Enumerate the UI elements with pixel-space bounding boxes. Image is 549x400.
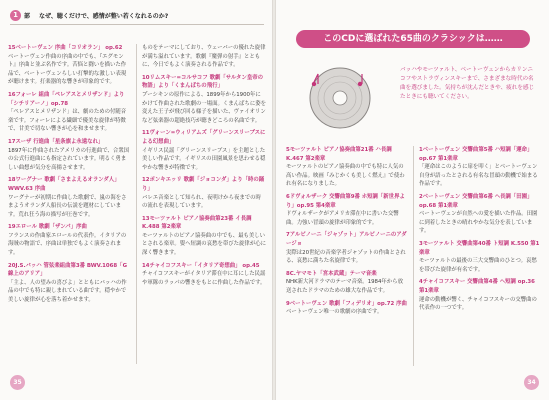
header-title: なぜ、聴くだけで、感情が整い若くなれるのか? [39,13,169,20]
track-entry [286,270,408,296]
intro-text: バッハやモーツァルト、ベートーヴェンからカリンニコフやストラヴィンスキーまで、さまざまな時代の名曲を選びました。気持ちが沈んだときや、疲れを感じたときにも聴いてください。 [400,67,535,100]
track-entry [286,300,408,317]
track-description: 「運命はこのように扉を叩く」とベートーヴェン自身が語ったとされる有名な冒頭の動機で始まる作品です。 [419,164,538,188]
track-description: NHK新大河ドラマのテーマ音楽。1984年から放送されたドラマのための雄大な作品です。 [286,279,403,294]
track-entry [142,215,266,258]
track-description: ワーグナーが初期に作曲した歌劇で、嵐の海をさまようオランダ人船長の伝説を題材にしています。荒れ狂う海の描写が圧巻です。 [8,194,127,218]
track-entry [8,262,130,305]
track-description: ドヴォルザークがアメリカ滞在中に書いた交響曲。力強い冒頭の旋律が印象的です。 [286,211,399,226]
track-description: 1897年に作曲されたアメリカの行進曲で、合衆国の公式行進曲にも指定されています。明るく勇ましい曲想が気分を高揚させます。 [8,147,130,171]
column-divider [136,44,137,364]
track-title: 14チャイコフスキー「イタリア奇想曲」 op.45 [142,262,260,269]
track-title: 4チャイコフスキー 交響曲第4番 ヘ短調 op.36 第1楽章 [419,279,535,294]
track-title: 9ベートーヴェン 歌劇「フィデリオ」op.72 序曲 [286,300,407,307]
track-title: 16フォーレ 組曲「ペレアスとメリザンド」より「シチリアーノ」op.78 [8,91,125,107]
track-title: 2ベートーヴェン 交響曲第6番 ヘ長調「田園」op.68 第1楽章 [419,193,533,209]
track-entry [142,129,266,172]
track-title: 7アルビノーニ「ジャゾット」アルビノーニのアダージョ [286,232,407,247]
header-rule [10,24,264,25]
page-header [10,10,168,21]
right-column-1 [286,146,408,321]
track-description: ベートーヴェン作曲の序曲の中でも、『エグモント』序曲と並ぶ名作です。苦悩と闘いを描いた作品で、ベートーヴェンらしい打撃的な激しい表現が聴けます。打楽器的な響きが印象的です。 [8,53,127,86]
part-number-badge: 1 [10,10,21,21]
banner-title: このCDに選ばれた65曲のクラシックは…… [296,30,530,48]
right-page [276,0,549,400]
track-description: チャイコフスキーがイタリア滞在中に耳にした民謡や軍隊のラッパの響きをもとに作曲した作品です。 [142,271,266,286]
track-entry [286,231,408,265]
track-entry [8,44,130,87]
track-entry [419,193,541,236]
page-number: 34 [524,375,539,390]
track-description: モーツァルトのピアノ協奏曲の中でも、最も美しいとされる楽章。嬰ヘ短調の哀愁を帯びた旋律が心に深く響きます。 [142,232,266,257]
track-description: 「主よ、人の望みの喜びよ」とともにバッハの作品の中でも特に親しまれている曲です。穏やかで美しい旋律が心を落ち着かせます。 [8,279,127,304]
track-entry [142,74,266,126]
cd-illustration-icon [304,62,376,134]
track-title: 6ドヴォルザーク 交響曲第9番 ホ短調「新世界より」op.95 第4楽章 [286,193,405,209]
track-entry [8,138,130,172]
track-entry [142,176,266,210]
page-number: 35 [10,375,25,390]
track-title: 17スーザ 行進曲「星条旗よ永遠なれ」 [8,138,104,145]
left-column-2 [142,44,266,291]
track-description: イギリス民謡「グリーンスリーブス」を主題とした美しい作品です。イギリスの田園風景を思わせる穏やかな響きが特徴です。 [142,147,266,171]
track-entry [8,176,130,219]
track-title: 3モーツァルト 交響曲第40番 ト短調 K.550 第1楽章 [419,240,540,256]
track-entry [419,146,541,189]
track-entry [419,278,541,312]
track-title: 12ポンキエッリ 歌劇「ジョコンダ」より「時の踊り」 [142,177,265,192]
track-title: 13モーツァルト ピアノ協奏曲第23番 イ長調 K.488 第2楽章 [142,215,252,231]
track-entry [8,91,130,134]
track-entry [286,193,408,227]
track-description: ものをテーマにしており、ウェーバーの優れた旋律が満ち溢れています。歌劇『魔弾の射手』とともに、今日でもよく演奏される作品です。 [142,45,266,69]
track-entry [142,44,266,70]
right-column-2 [419,146,541,317]
track-title: 10リムスキー=コルサコフ 歌劇「サルタン皇帝の物語」より「くまんばちの飛行」 [142,74,264,90]
track-entry [286,146,408,189]
track-description: フランスの作曲家エロールの代表作。イタリアの海賊の物語で、序曲は単独でもよく演奏されます。 [8,232,127,257]
left-page [0,0,272,400]
column-divider [413,146,414,366]
track-entry [8,223,130,257]
track-description: バレエ音楽として知られ、夜明けから夜までの時の流れを表現しています。 [142,194,261,210]
track-description: ベートーヴェンが自然への愛を描いた作品。田園に到着したときの晴れやかな気分を表しています。 [419,211,538,235]
track-description: ベートーヴェン唯一の歌劇の序曲です。 [286,309,383,316]
track-title: 11ヴォーン=ウィリアムズ「グリーンスリーブスによる幻想曲」 [142,130,266,145]
part-label: 部 [24,13,31,20]
track-description: 「ペレアスとメリザンド」は、劇のための付随音楽です。フォーレによる繊細で優美な旋律が特徴で、甘美で切ない響きが心を和ませます。 [8,109,127,133]
track-description: モーツァルトの最後の三大交響曲のひとつ。哀愁を帯びた旋律が有名です。 [419,258,537,273]
track-title: 15ベートーヴェン 序曲「コリオラン」 op.62 [8,45,123,51]
left-column-1 [8,44,130,309]
track-title: 8C.ヤマモト「宮本武蔵」テーマ音楽 [286,270,377,277]
track-title: 5モーツァルト ピアノ協奏曲第21番 ハ長調 K.467 第2楽章 [286,147,392,162]
track-description: モーツァルトのピアノ協奏曲の中でも特に人気の高い作品。映画『みじかくも美しく燃え』で使われ有名になりました。 [286,164,405,188]
track-description: プーシキンの原作による、1899年から1900年にかけて作曲された歌劇の一場面。くまんばちに姿を変えた王子が飛び回る様子を描いた、ヴァイオリンなど弦楽器の超絶技巧が聴きどころの名曲です。 [142,91,266,124]
track-description: 実際は20世紀の音楽学者ジャゾットの作曲とされる、哀愁に満ちた名旋律です。 [286,249,406,265]
track-entry [142,262,266,288]
track-title: 18ワーグナー 歌劇「さまよえるオランダ人」 WWV.63 序曲 [8,177,120,192]
track-title: 1ベートーヴェン 交響曲第5番 ハ短調「運命」op.67 第1楽章 [419,147,533,162]
track-description: 運命の動機が響く、チャイコフスキーの交響曲の代表作の一つです。 [419,296,537,312]
track-title: 19エロール 歌劇「ザンパ」序曲 [8,224,87,231]
track-title: 20J.S.バッハ 管弦楽組曲第3番 BWV.1068「G線上のアリア」 [8,262,127,278]
track-entry [419,240,541,274]
